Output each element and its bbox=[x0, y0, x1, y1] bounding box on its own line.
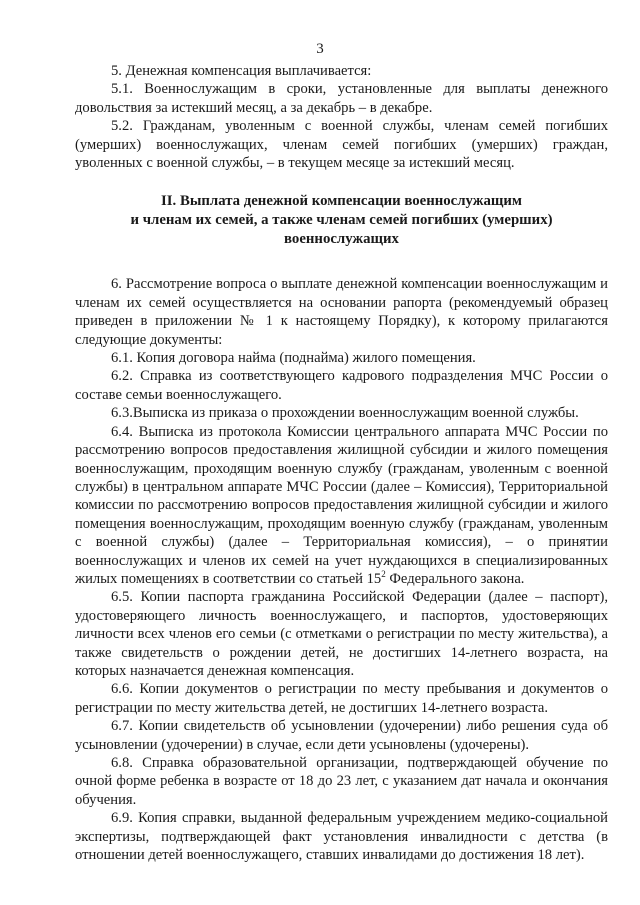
paragraph-6-6: 6.6. Копии документов о регистрации по месту пребывания и документов о регистрации по месту жительства детей, не достигших 14-летнего возраста. bbox=[75, 681, 608, 716]
document-body bbox=[75, 62, 608, 864]
paragraph-6-5: 6.5. Копии паспорта гражданина Российской Федерации (далее – паспорт), удостоверяющего личность военнослужащего, и паспортов, удостоверяющих личности всех членов его семьи (с отметками о регистрации по месту жительства), а также свидетельств о рождении детей, не достигших 14-летнего возраста, на которых назначается денежная компенсация. bbox=[75, 589, 608, 679]
section-heading-line-1: II. Выплата денежной компенсации военнослужащим bbox=[161, 193, 522, 210]
paragraph-5-2: 5.2. Гражданам, уволенным с военной службы, членам семей погибших (умерших) военнослужащих, членам семей погибших (умерших) граждан, уволенных с военной службы, – в текущем месяце за истекший месяц. bbox=[75, 118, 608, 172]
paragraph-6-7: 6.7. Копии свидетельств об усыновлении (удочерении) либо решения суда об усыновлении (удочерении) в случае, если дети усыновлены (удочерены). bbox=[75, 718, 608, 753]
paragraph-6-1: 6.1. Копия договора найма (поднайма) жилого помещения. bbox=[111, 350, 476, 367]
paragraph-6-2: 6.2. Справка из соответствующего кадрового подразделения МЧС России о составе семьи военнослужащего. bbox=[75, 368, 608, 403]
paragraph-6-4-text: 6.4. Выписка из протокола Комиссии центрального аппарата МЧС России по рассмотрению вопросов предоставления жилищной субсидии и жилого помещения военнослужащим, проходящим военную службу (гражданам, уволенным с военной службы) в центральном аппарате МЧС России (далее – Комиссия), Территориальной комиссии по рассмотрению вопросов предоставления жилищной субсидии и жилого помещения военнослужащим, проходящим военную службу (гражданам, уволенным с военной службы) (далее – Территориальная комиссия), – о принятии военнослужащих и членов их семей на учет нуждающихся в специализированных жилых помещениях в соответствии со статьей 15 bbox=[75, 423, 608, 587]
section-heading-line-3: военнослужащих bbox=[284, 231, 399, 248]
paragraph-6-8: 6.8. Справка образовательной организации, подтверждающей обучение по очной форме ребенка в возрасте от 18 до 23 лет, с указанием дат начала и окончания обучения. bbox=[75, 755, 608, 808]
section-heading bbox=[75, 192, 608, 249]
paragraph-6-4 bbox=[75, 423, 608, 589]
section-heading-line-2: и членам их семей, а также членам семей погибших (умерших) bbox=[130, 212, 553, 229]
paragraph-6-4-end: Федерального закона. bbox=[385, 570, 525, 587]
paragraph-6: 6. Рассмотрение вопроса о выплате денежной компенсации военнослужащим и членам их семей осуществляется на основании рапорта (рекомендуемый образец приведен в приложении № 1 к настоящему Порядку), к которому прилагаются следующие документы: bbox=[75, 276, 608, 348]
article-superscript: 2 bbox=[381, 569, 386, 580]
paragraph-6-3: 6.3.Выписка из приказа о прохождении военнослужащим военной службы. bbox=[111, 405, 579, 422]
paragraph-5: 5. Денежная компенсация выплачивается: bbox=[111, 63, 372, 79]
paragraph-6-9: 6.9. Копия справки, выданной федеральным учреждением медико-социальной экспертизы, подтверждающей факт установления инвалидности с детства (в отношении детей военнослужащего, ставших инвалидами до достижения 18 лет). bbox=[75, 810, 608, 864]
paragraph-5-1: 5.1. Военнослужащим в сроки, установленные для выплаты денежного довольствия за истекший месяц, а за декабрь – в декабре. bbox=[75, 81, 608, 116]
page-number: 3 bbox=[316, 41, 324, 57]
